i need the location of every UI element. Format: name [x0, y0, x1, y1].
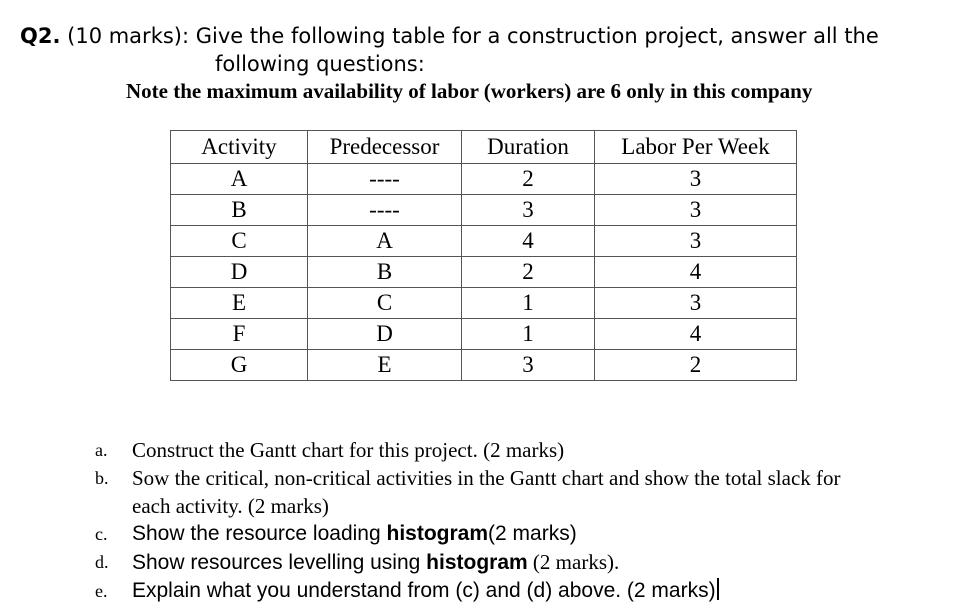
- item-text-post: (2 marks).: [527, 550, 620, 574]
- cell-activity: E: [171, 288, 308, 319]
- header-predecessor: Predecessor: [308, 131, 462, 164]
- item-letter: e.: [95, 581, 108, 601]
- cell-activity: F: [171, 319, 308, 350]
- item-text-pre: Show the resource loading: [132, 522, 387, 545]
- item-letter: b.: [95, 468, 109, 488]
- cell-labor: 4: [595, 257, 797, 288]
- cell-predecessor: ----: [308, 164, 462, 195]
- cell-duration: 3: [462, 195, 595, 226]
- item-letter: c.: [95, 524, 108, 544]
- question-number: Q2.: [20, 24, 61, 48]
- cell-duration: 3: [462, 350, 595, 381]
- table-row: [171, 226, 797, 257]
- cell-activity: D: [171, 257, 308, 288]
- table-header-row: [171, 131, 797, 164]
- cell-duration: 2: [462, 164, 595, 195]
- cell-duration: 2: [462, 257, 595, 288]
- cell-predecessor: D: [308, 319, 462, 350]
- item-text-bold: histogram: [426, 551, 528, 574]
- item-text-line2: each activity. (2 marks): [132, 494, 329, 518]
- header-activity: Activity: [171, 131, 308, 164]
- cell-labor: 4: [595, 319, 797, 350]
- question-list: [95, 436, 965, 605]
- cell-predecessor: C: [308, 288, 462, 319]
- item-text-pre: Show resources levelling using: [132, 551, 427, 574]
- cell-duration: 4: [462, 226, 595, 257]
- cell-activity: B: [171, 195, 308, 226]
- question-intro-line2: following questions:: [215, 52, 425, 76]
- cell-predecessor: B: [308, 257, 462, 288]
- list-item: [95, 548, 965, 577]
- item-text: [132, 577, 719, 605]
- labor-note: Note the maximum availability of labor (workers) are 6 only in this company: [126, 79, 813, 103]
- cell-labor: 2: [595, 350, 797, 381]
- table-row: [171, 195, 797, 226]
- item-letter: a.: [95, 440, 108, 460]
- item-text: [132, 464, 841, 520]
- item-text: [132, 520, 577, 548]
- item-text-post: (2 marks): [488, 522, 577, 545]
- table-row: [171, 319, 797, 350]
- item-text: Construct the Gantt chart for this project. (2 marks): [132, 438, 565, 462]
- cell-labor: 3: [595, 226, 797, 257]
- list-item: [95, 436, 965, 464]
- list-item: [95, 464, 965, 520]
- table-row: [171, 257, 797, 288]
- list-item: [95, 577, 965, 605]
- item-letter: d.: [95, 552, 109, 572]
- cell-predecessor: E: [308, 350, 462, 381]
- header-labor: Labor Per Week: [595, 131, 797, 164]
- cell-activity: G: [171, 350, 308, 381]
- question-intro: (10 marks): Give the following table for a construction project, answer all the: [67, 24, 879, 48]
- item-text: [132, 548, 619, 577]
- cell-labor: 3: [595, 164, 797, 195]
- cell-duration: 1: [462, 319, 595, 350]
- cell-activity: A: [171, 164, 308, 195]
- cell-labor: 3: [595, 288, 797, 319]
- text-cursor: [717, 578, 719, 600]
- activity-table: [170, 130, 797, 381]
- table-row: [171, 350, 797, 381]
- header-duration: Duration: [462, 131, 595, 164]
- list-item: [95, 520, 965, 548]
- table-row: [171, 164, 797, 195]
- cell-predecessor: ----: [308, 195, 462, 226]
- cell-activity: C: [171, 226, 308, 257]
- item-text-bold: histogram: [386, 522, 489, 545]
- item-text-body: Explain what you understand from (c) and (d) above. (2 marks): [132, 579, 716, 602]
- table-row: [171, 288, 797, 319]
- cell-duration: 1: [462, 288, 595, 319]
- question-heading: [20, 22, 960, 78]
- cell-labor: 3: [595, 195, 797, 226]
- cell-predecessor: A: [308, 226, 462, 257]
- item-text-line1: Sow the critical, non-critical activities in the Gantt chart and show the total slack for: [132, 466, 841, 490]
